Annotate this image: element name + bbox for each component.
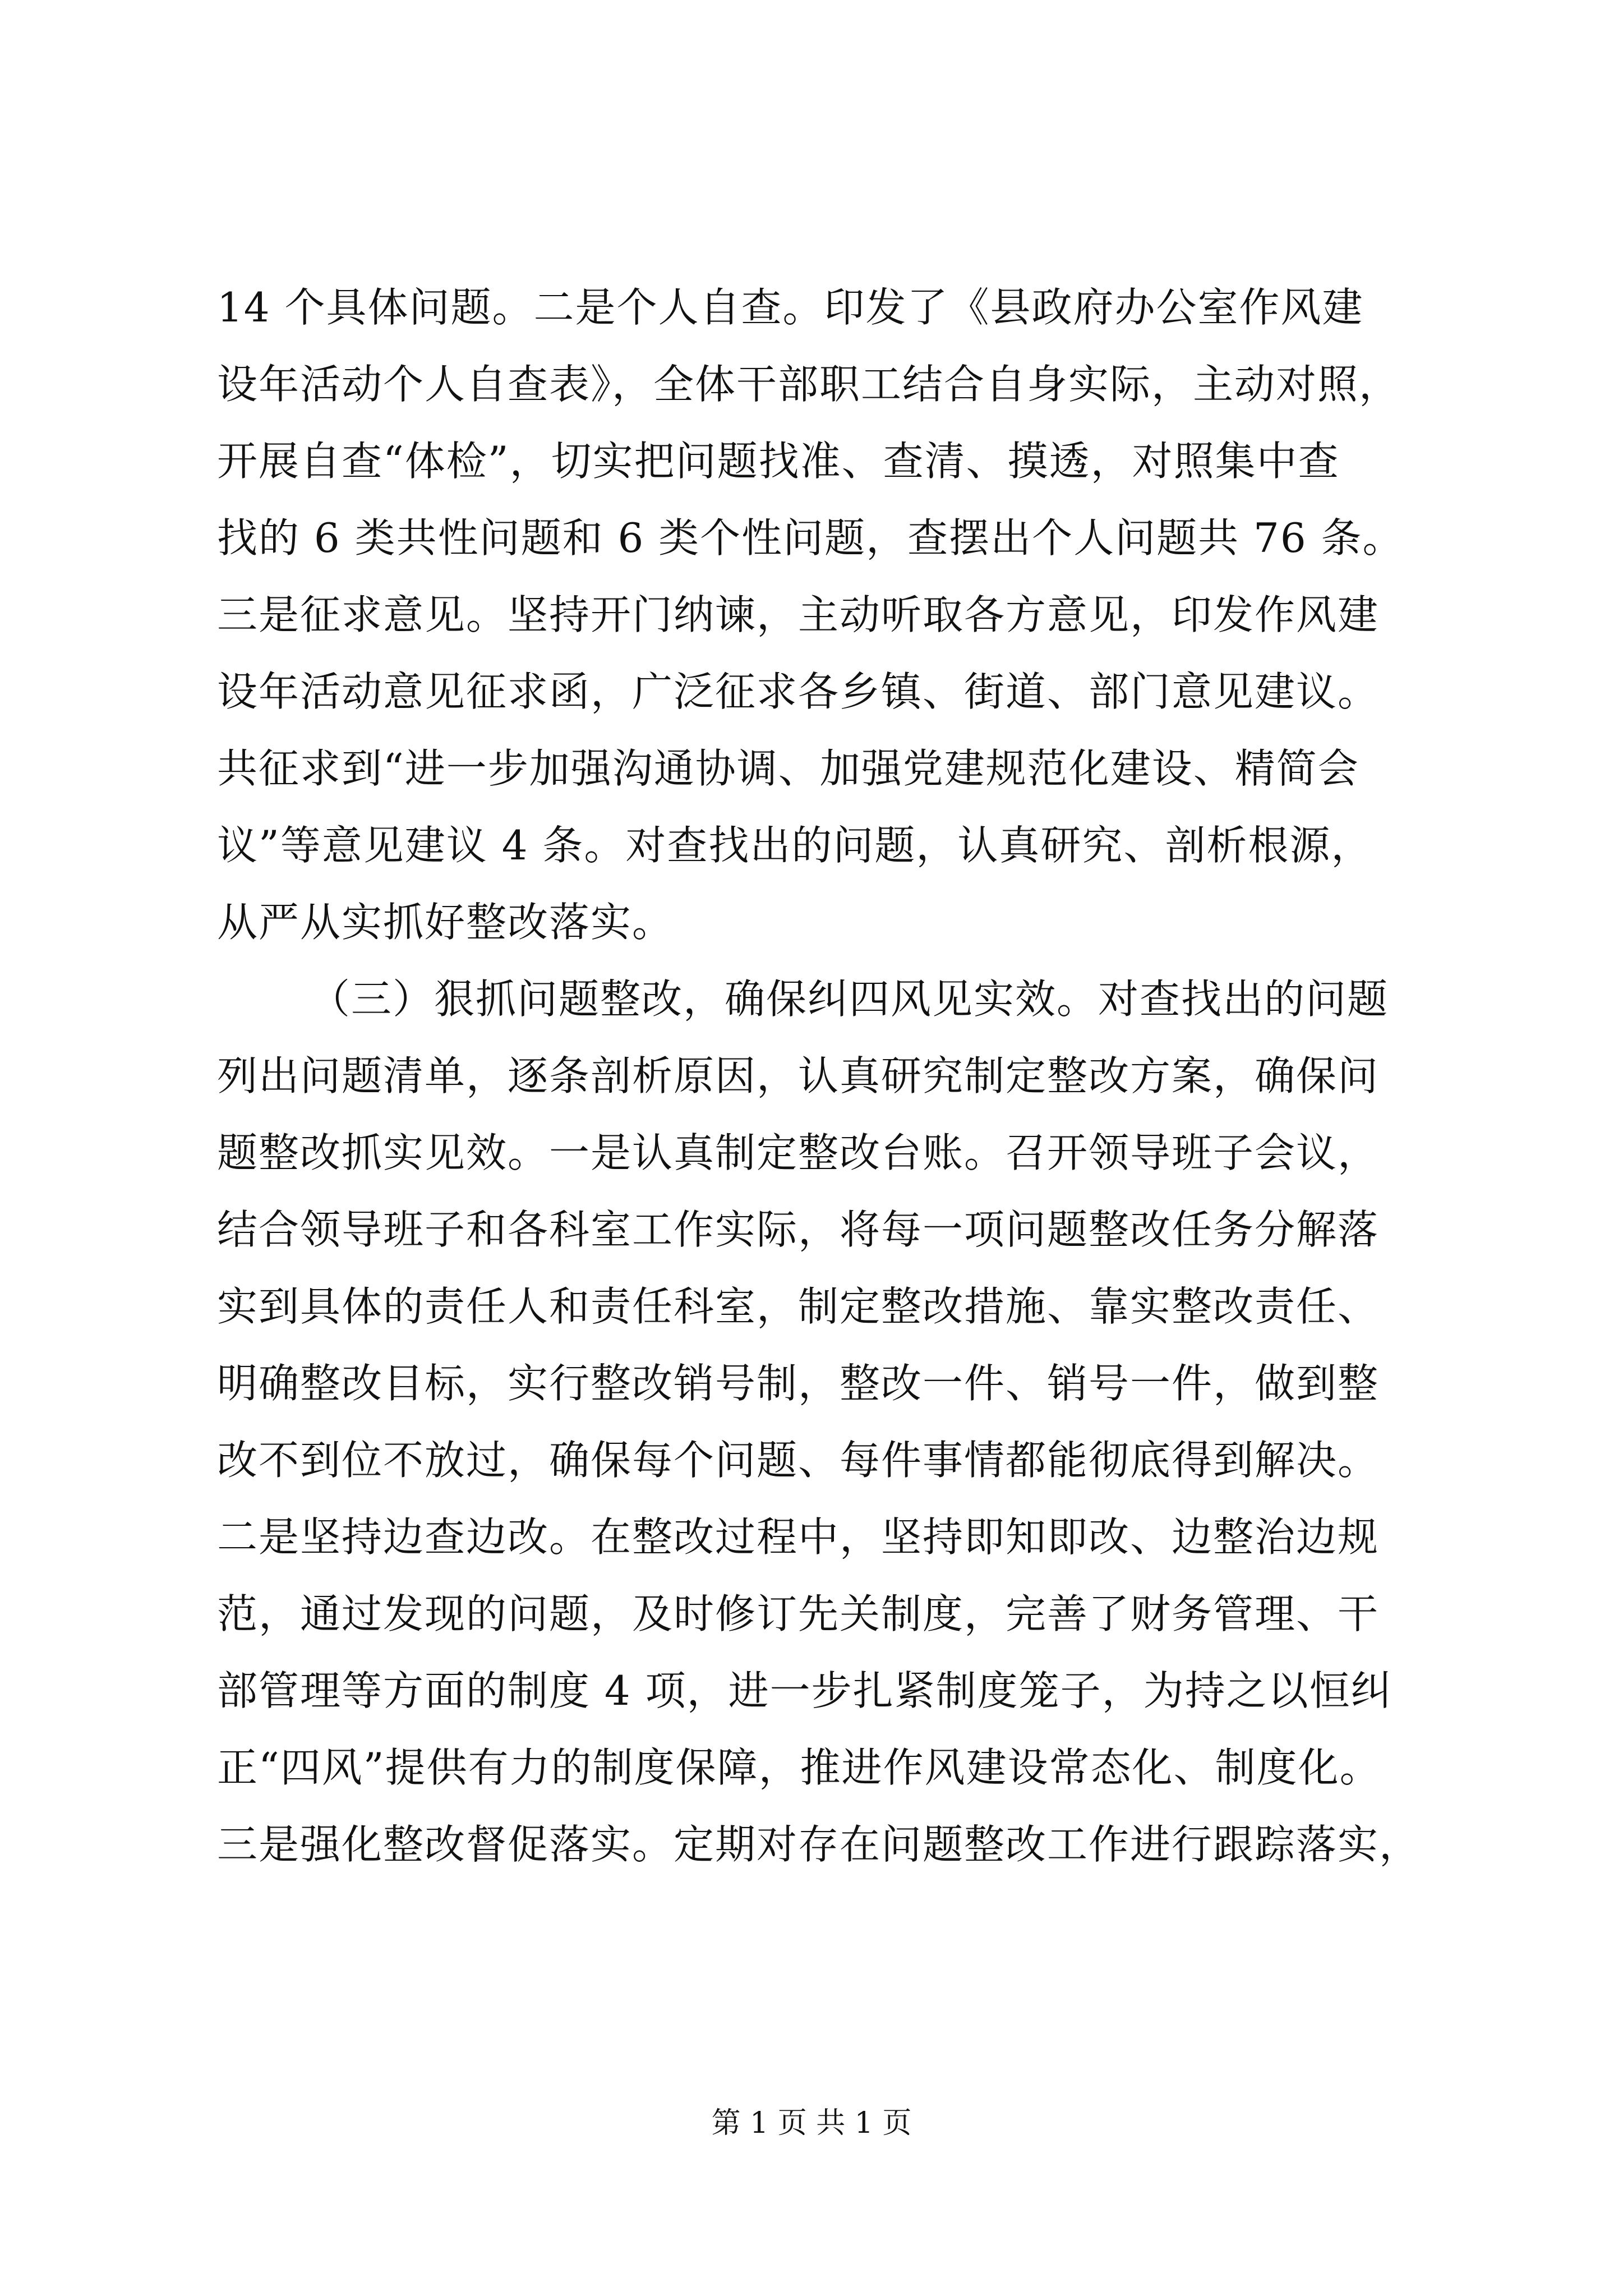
text-line: 共征求到“进一步加强沟通协调、加强党建规范化建设、精简会 [217, 745, 1359, 792]
text-line: 范，通过发现的问题，及时修订先关制度，完善了财务管理、干 [217, 1590, 1380, 1637]
text-line: 三是强化整改督促落实。定期对存在问题整改工作进行跟踪落实， [217, 1821, 1421, 1868]
text-line: 列出问题清单，逐条剖析原因，认真研究制定整改方案，确保问 [217, 1052, 1380, 1099]
text-line: 实到具体的责任人和责任科室，制定整改措施、靠实整改责任、 [217, 1283, 1380, 1330]
text-line: 正“四风”提供有力的制度保障，推进作风建设常态化、制度化。 [217, 1744, 1381, 1791]
text-line: 设年活动个人自查表》，全体干部职工结合自身实际，主动对照， [217, 361, 1401, 408]
page-number-footer: 第 1 页 共 1 页 [711, 2106, 912, 2140]
section-heading-line: （三）狠抓问题整改，确保纠四风见实效。对查找出的问题 [310, 976, 1389, 1023]
text-line: 部管理等方面的制度 4 项，进一步扎紧制度笼子，为持之以恒纠 [217, 1667, 1393, 1714]
text-line: 14 个具体问题。二是个人自查。印发了《县政府办公室作风建 [217, 284, 1364, 331]
text-line: 议”等意见建议 4 条。对查找出的问题，认真研究、剖析根源， [217, 822, 1373, 869]
text-line: 二是坚持边查边改。在整改过程中，坚持即知即改、边整治边规 [217, 1513, 1380, 1561]
text-line: 开展自查“体检”，切实把问题找准、查清、摸透，对照集中查 [217, 438, 1340, 485]
text-line: 找的 6 类共性问题和 6 类个性问题，查摆出个人问题共 76 条。 [217, 514, 1404, 562]
text-line: 设年活动意见征求函，广泛征求各乡镇、街道、部门意见建议。 [217, 668, 1380, 715]
text-line: 从严从实抓好整改落实。 [217, 899, 674, 946]
text-line: 结合领导班子和各科室工作实际，将每一项问题整改任务分解落 [217, 1206, 1380, 1253]
text-line: 改不到位不放过，确保每个问题、每件事情都能彻底得到解决。 [217, 1437, 1380, 1484]
document-body [217, 269, 1421, 1883]
text-line: 三是征求意见。坚持开门纳谏，主动听取各方意见，印发作风建 [217, 591, 1380, 638]
text-line: 明确整改目标，实行整改销号制，整改一件、销号一件，做到整 [217, 1360, 1380, 1407]
text-line: 题整改抓实见效。一是认真制定整改台账。召开领导班子会议， [217, 1129, 1380, 1176]
